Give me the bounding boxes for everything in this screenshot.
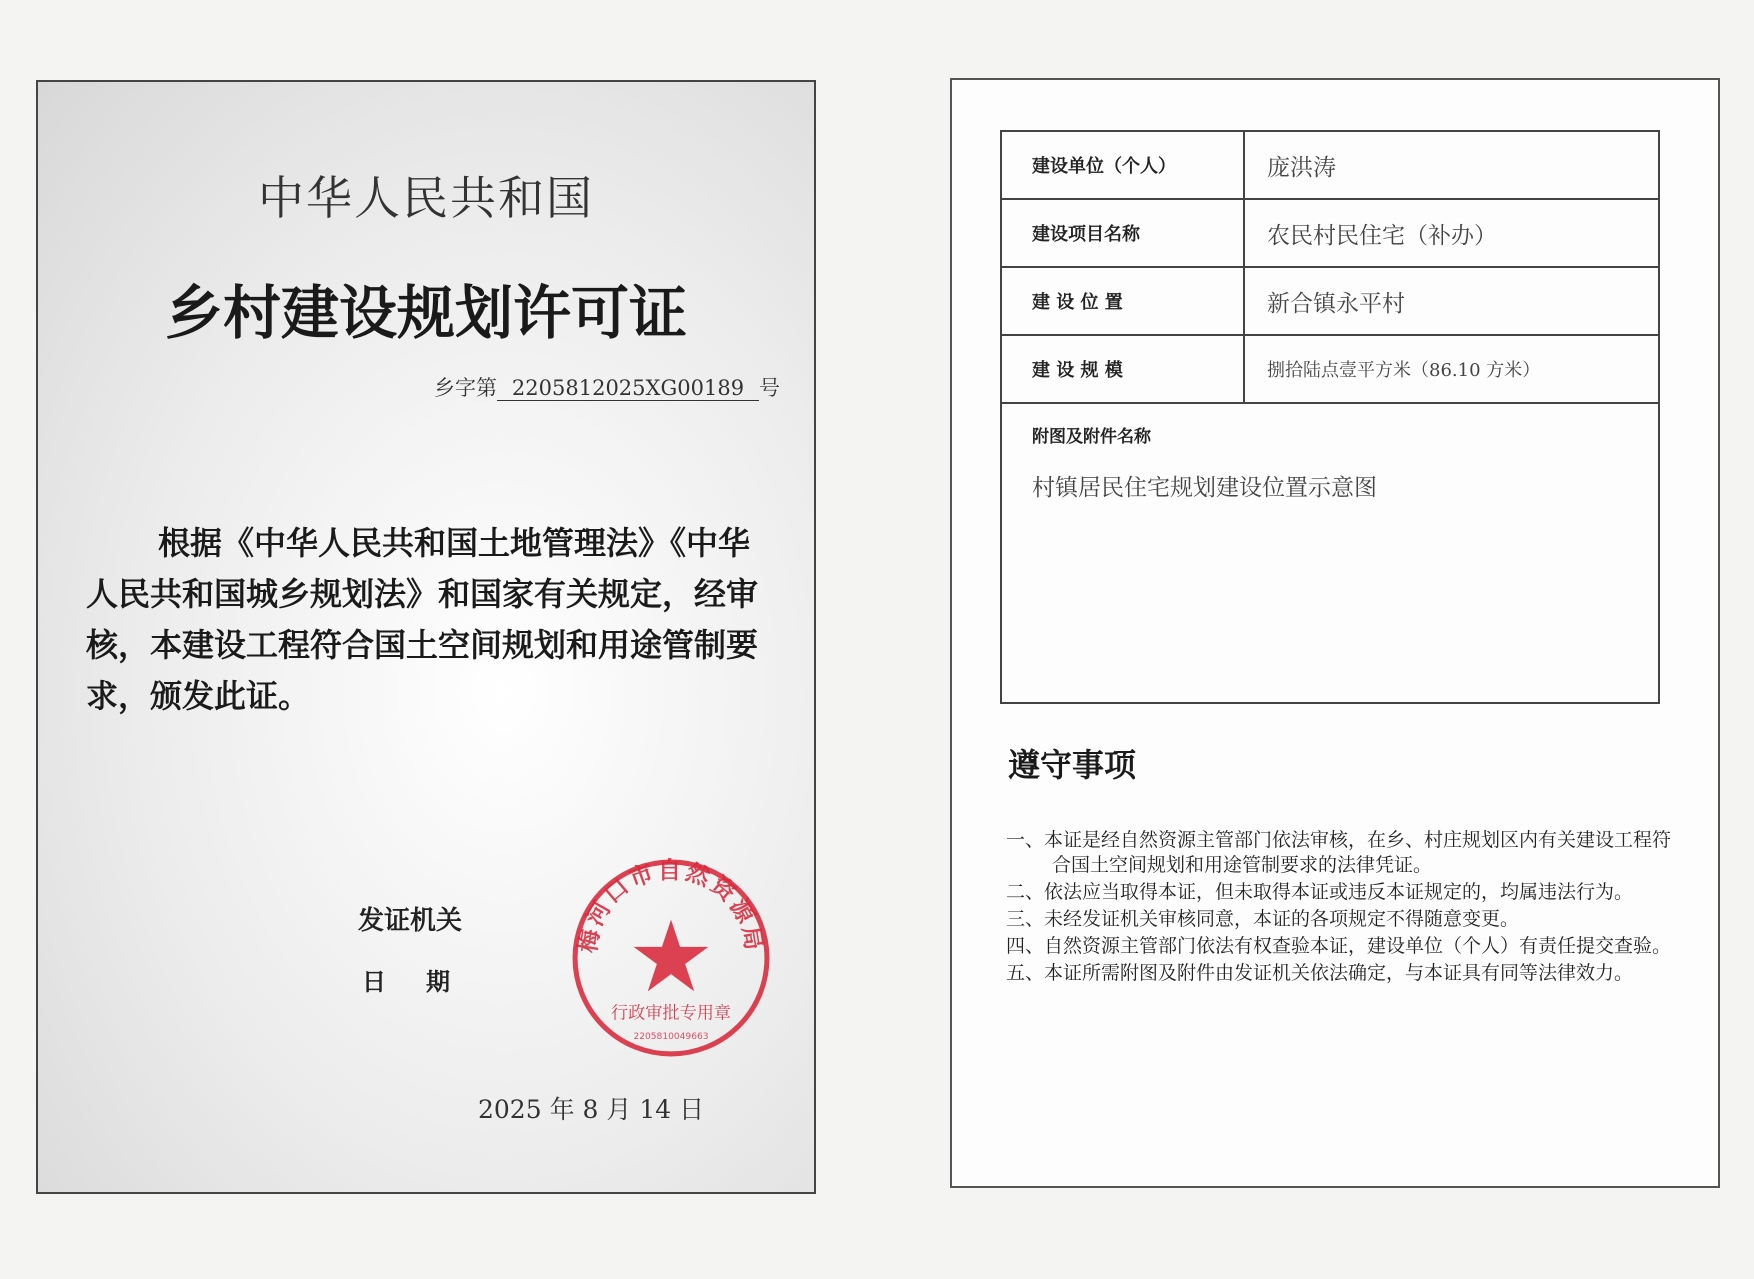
official-seal — [570, 857, 772, 1059]
country-name: 中华人民共和国 — [258, 171, 594, 225]
notice-title: 遵守事项 — [1008, 746, 1137, 784]
permit-cover-page — [36, 80, 816, 1194]
table-row — [1001, 199, 1659, 267]
row-label-location: 建 设 位 置 — [1001, 267, 1244, 335]
list-item: 五、本证所需附图及附件由发证机关依法确定，与本证具有同等法律效力。 — [1006, 962, 1634, 984]
permit-number-line — [434, 372, 780, 402]
attachment-value: 村镇居民住宅规划建设位置示意图 — [1032, 475, 1377, 501]
attachment-cell — [1001, 403, 1659, 703]
issue-date: 2025 年 8 月 14 日 — [478, 1095, 705, 1124]
project-info-table — [1000, 130, 1660, 704]
row-label-applicant: 建设单位（个人） — [1001, 131, 1244, 199]
issuer-label: 发证机关 — [358, 906, 463, 936]
legal-basis-text: 根据《中华人民共和国土地管理法》《中华人民共和国城乡规划法》和国家有关规定，经审核，本建设工程符合国土空间规划和用途管制要求，颁发此证。 — [86, 524, 759, 715]
attachment-label: 附图及附件名称 — [1032, 427, 1151, 447]
permit-number: 2205812025XG00189 — [497, 376, 759, 401]
permit-prefix: 乡字第 — [434, 376, 497, 400]
seal-star-icon — [634, 920, 709, 992]
row-label-project-name: 建设项目名称 — [1001, 199, 1244, 267]
seal-code: 2205810049663 — [633, 1031, 709, 1042]
date-label: 日期 — [362, 968, 490, 996]
table-row — [1001, 267, 1659, 335]
row-value-project-name: 农民村民住宅（补办） — [1244, 199, 1659, 267]
table-row — [1001, 131, 1659, 199]
table-row — [1001, 335, 1659, 403]
list-item: 三、未经发证机关审核同意，本证的各项规定不得随意变更。 — [1006, 908, 1520, 930]
row-value-applicant: 庞洪涛 — [1244, 131, 1659, 199]
row-value-scale: 捌拾陆点壹平方米（86.10 方米） — [1244, 335, 1659, 403]
row-label-scale: 建 设 规 模 — [1001, 335, 1244, 403]
seal-top-text: 梅河口市自然资源局 — [574, 857, 768, 955]
permit-suffix: 号 — [759, 376, 780, 400]
permit-detail-page — [950, 78, 1720, 1188]
table-row — [1001, 403, 1659, 703]
notice-list — [1006, 828, 1684, 988]
permit-title: 乡村建设规划许可证 — [164, 279, 687, 347]
row-value-location: 新合镇永平村 — [1244, 267, 1659, 335]
list-item: 二、依法应当取得本证，但未取得本证或违反本证规定的，均属违法行为。 — [1006, 881, 1634, 903]
seal-bottom-text: 行政审批专用章 — [610, 1003, 732, 1024]
list-item: 四、自然资源主管部门依法有权查验本证，建设单位（个人）有责任提交查验。 — [1006, 935, 1672, 957]
list-item: 一、本证是经自然资源主管部门依法审核，在乡、村庄规划区内有关建设工程符合国土空间规划和用途管制要求的法律凭证。 — [1006, 829, 1672, 876]
